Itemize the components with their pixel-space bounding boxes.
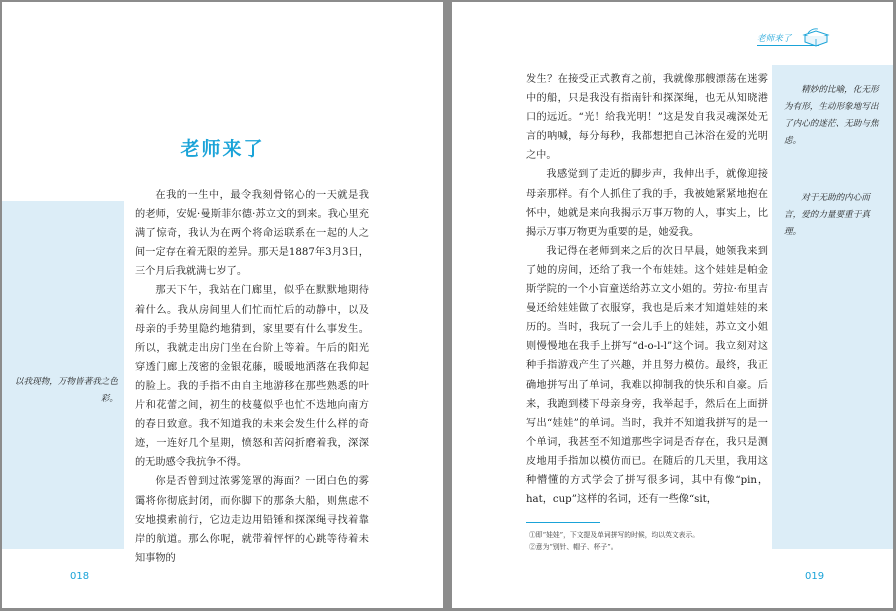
- book-icon: [802, 27, 830, 47]
- page-number: 018: [70, 571, 90, 582]
- left-page: [2, 2, 443, 608]
- margin-note: 以我现物，万物皆著我之色彩。: [14, 377, 118, 404]
- margin-note: 对于无助的内心而言，爱的力量要重于真理。: [784, 193, 870, 237]
- footnote: ①即“娃娃”，下文提及单词拼写的时候，均以英文表示。: [529, 531, 700, 539]
- paragraph: 我感觉到了走近的脚步声，我伸出手，就像迎接母亲那样。有个人抓住了我的手，我被她紧紧地抱在怀中，她就是来向我揭示万事万物的人，事实上，比揭示万事万物更为重要的是，她爱我。: [526, 169, 768, 238]
- chapter-title: 老师来了: [180, 138, 265, 160]
- paragraph: 发生？在接受正式教育之前，我就像那艘漂荡在迷雾中的船，只是我没有指南针和探深绳，也无从知晓港口的远近。“光！给我光明！”这是发自我灵魂深处无言的呐喊，每分每秒，我都想把自己沐浴在爱的光明之中。: [526, 74, 768, 162]
- footnote: ②意为“别针、帽子、杯子”。: [529, 543, 618, 551]
- running-head: 老师来了: [757, 34, 792, 44]
- paragraph: 那天下午，我站在门廊里，似乎在默默地期待着什么。我从房间里人们忙而忙后的动静中，以及母亲的手势里隐约地猜到，家里要有什么事发生。所以，我就走出房门坐在台阶上等着。午后的阳光穿透门廊上茂密的金银花藤，暖暖地洒落在我仰起的脸上。我的手指不由自主地游移在那些熟悉的叶片和花蕾之间，初生的枝蔓似乎也忙不迭地向南方的春日致意。我不知道我的未来会发生什么样的奇迹，一连好几个星期，愤怒和苦闷折磨着我，深深的无助感令我抗争不得。: [135, 285, 369, 469]
- paragraph: 你是否曾到过浓雾笼罩的海面？一团白色的雾霭将你彻底封闭，而你脚下的那条大船，则焦虑不安地摸索前行，它边走边用铅锤和探深绳寻找着靠岸的航道。那么你呢，就带着怦怦的心跳等待着未知事物的: [135, 476, 369, 564]
- body-text: [526, 70, 768, 509]
- footnotes: [529, 529, 699, 553]
- margin-note: 精妙的比喻，化无形为有形，生动形象地写出了内心的迷茫、无助与焦虑。: [784, 85, 879, 146]
- page-number: 019: [805, 571, 825, 582]
- right-page: [452, 2, 893, 608]
- footnote-rule: [526, 522, 600, 523]
- body-text: [135, 186, 369, 568]
- paragraph: 我记得在老师到来之后的次日早晨，她领我来到了她的房间，还给了我一个布娃娃。这个娃娃是帕金斯学院的一个小盲童送给苏立文小姐的。劳拉·布里吉曼还给娃娃做了衣服穿，我也是后来才知道娃娃的来历的。当时，我玩了一会儿手上的娃娃，苏立文小姐则慢慢地在我手上拼写“d-o-l-l”这个词。我立刻对这种手指游戏产生了兴趣，并且努力模仿。最终，我正确地拼写出了单词，我难以抑制我的快乐和自豪。后来，我跑到楼下母亲身旁，我举起手，然后在上面拼写出“娃娃”的单词。当时，我并不知道我拼写的是一个单词，我甚至不知道那些字词是否存在，我只是测皮地用手指加以模仿而已。在随后的几天里，我用这种懵懂的方式学会了拼写很多词，其中有像“pin，hat，cup”这样的名词，还有一些像“sit，: [526, 245, 768, 506]
- paragraph: 在我的一生中，最令我刻骨铭心的一天就是我的老师，安妮·曼斯菲尔德·苏立文的到来。我心里充满了惊奇，我认为在两个将命运联系在一起的人之间一定存在着无限的差异。那天是1887年3月3日，三个月后我就满七岁了。: [135, 190, 369, 278]
